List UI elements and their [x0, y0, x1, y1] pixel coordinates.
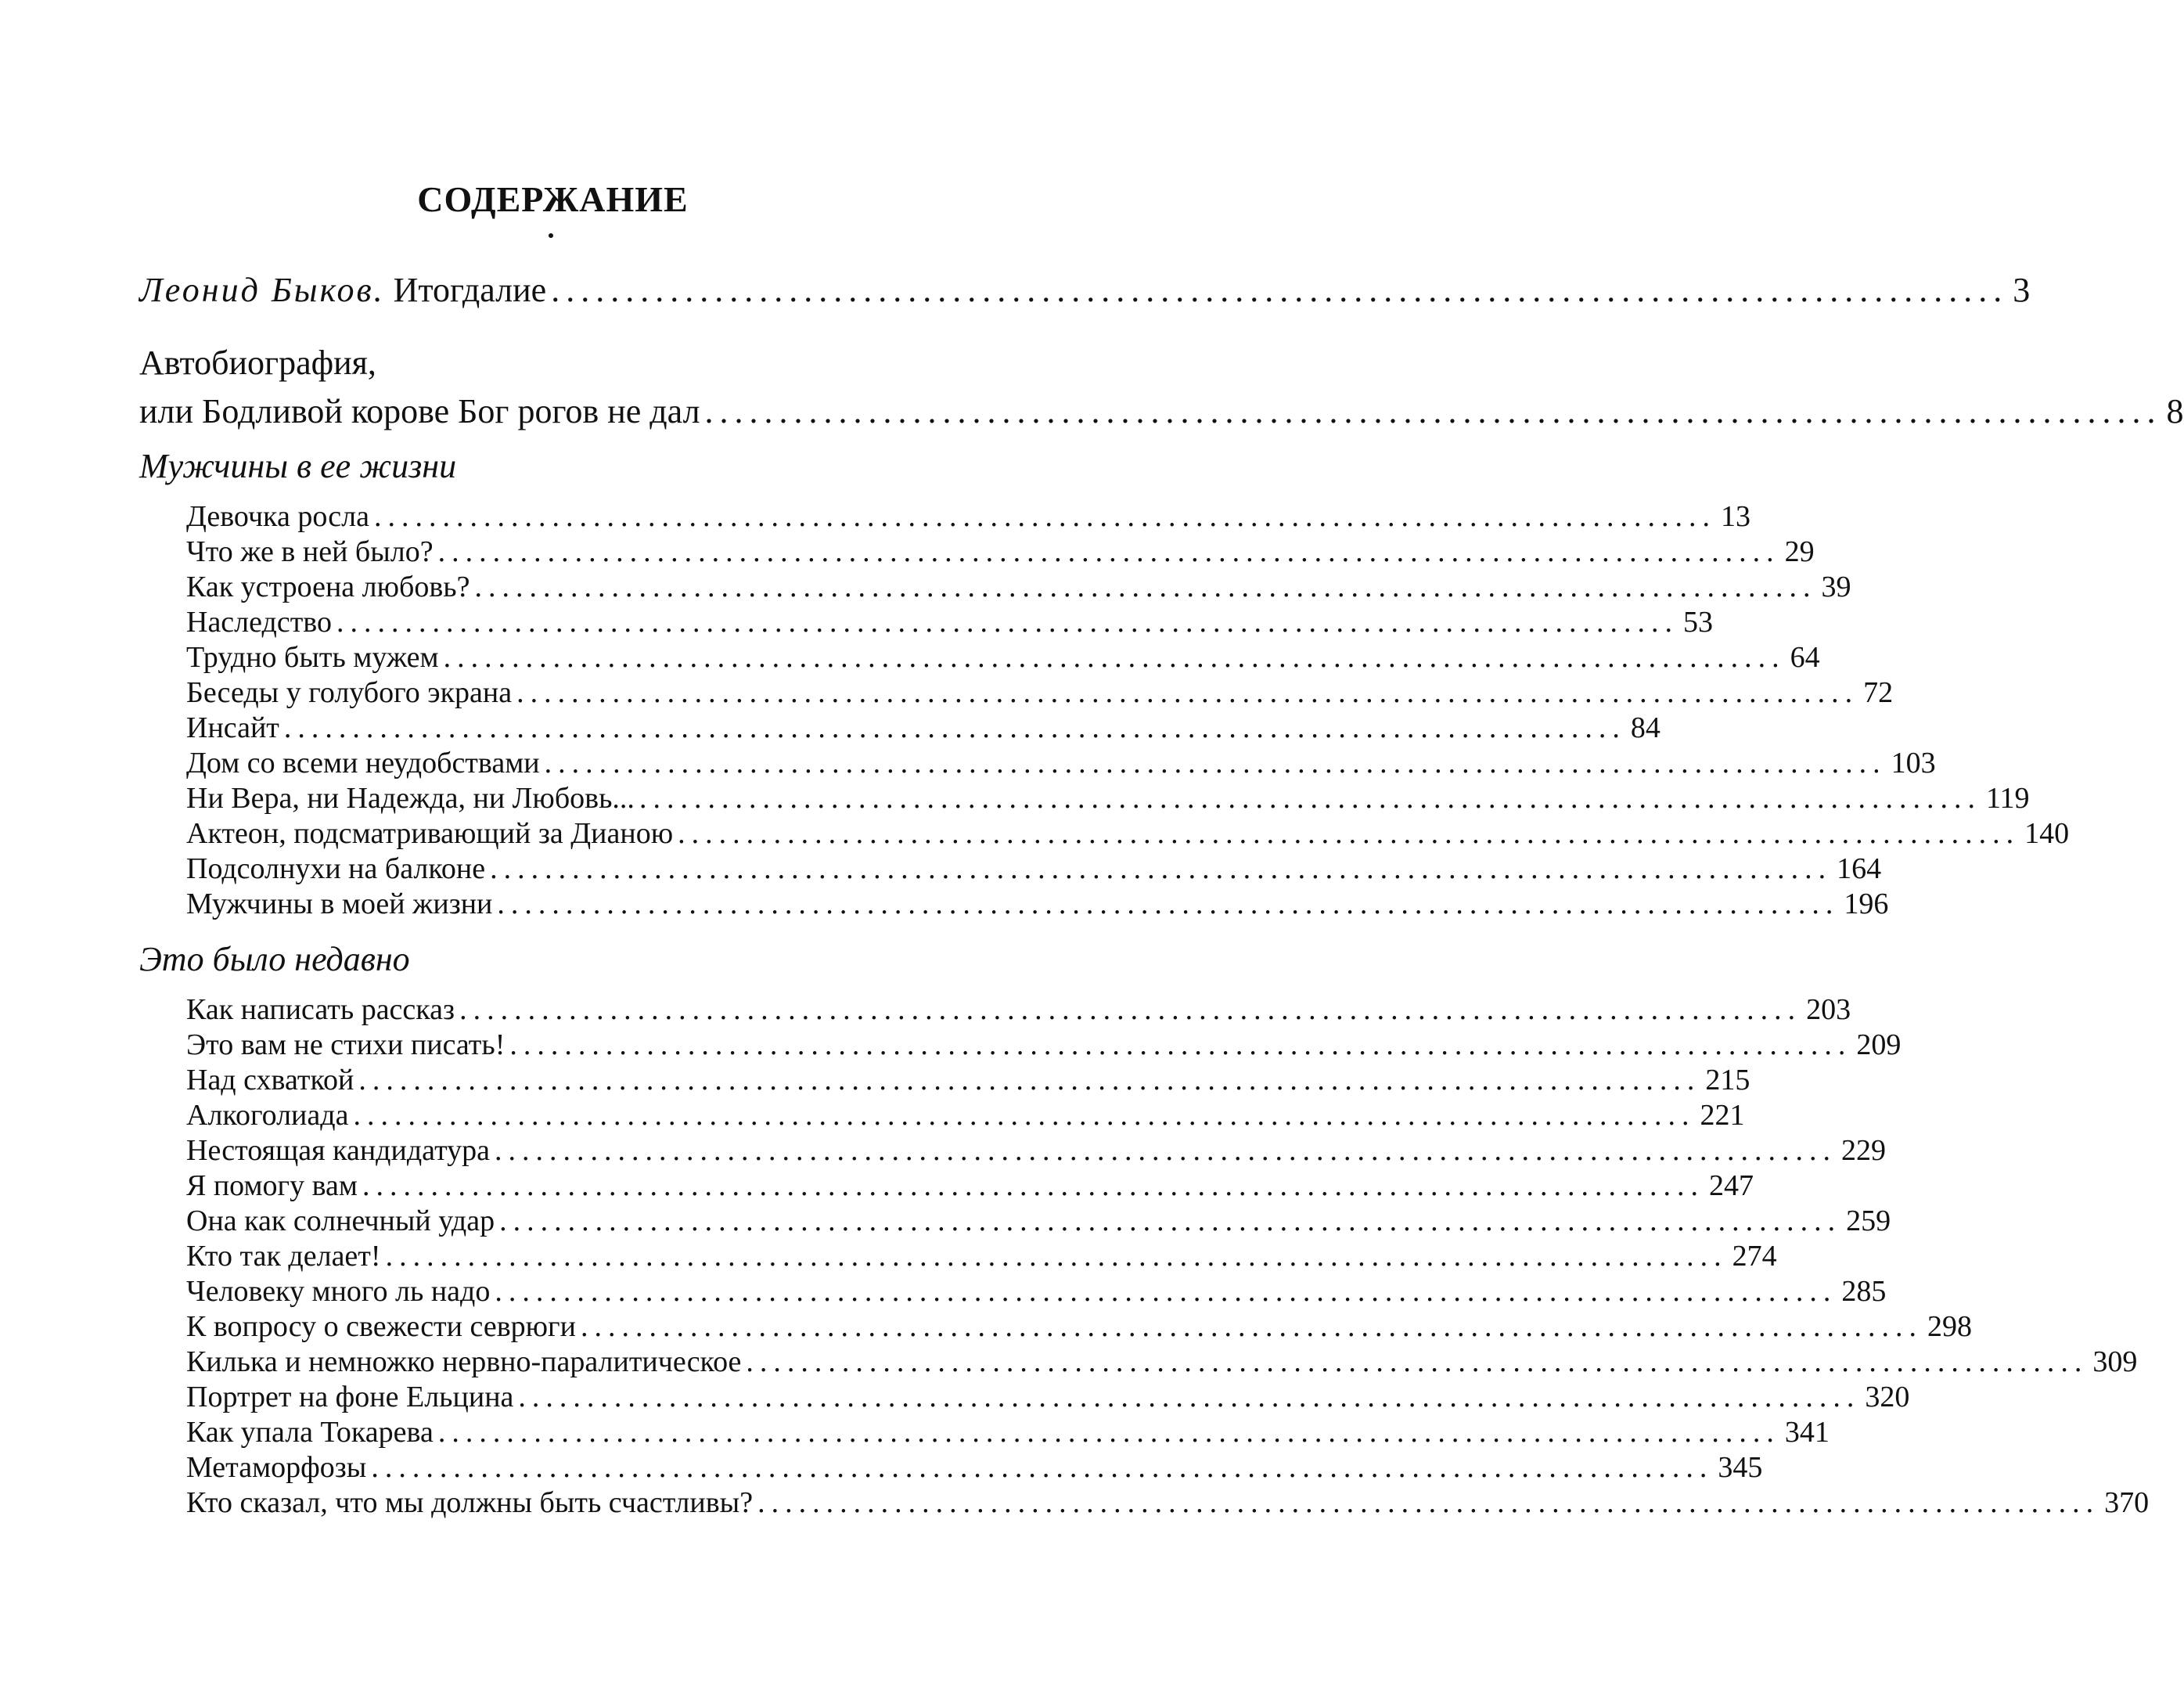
- entry-title: Портрет на фоне Ельцина: [186, 1381, 514, 1413]
- dot-leader: ..................................................................................................: [358, 1064, 1701, 1096]
- entry-title: Это вам не стихи писать!: [186, 1028, 506, 1061]
- toc-entry[interactable]: [186, 852, 1882, 886]
- toc-entry[interactable]: [186, 570, 1851, 604]
- dot-leader: ..................................................................................................: [385, 1240, 1728, 1273]
- dot-leader: ..................................................................................................: [497, 888, 1840, 920]
- dot-leader: ..................................................................................................: [437, 535, 1780, 568]
- entry-title: Килька и немножко нервно-паралитическое: [186, 1345, 742, 1378]
- page-number: 259: [1846, 1204, 1891, 1237]
- entry-title: Алкоголиада: [186, 1099, 349, 1132]
- section-heading-men: Мужчины в ее жизни: [139, 447, 457, 485]
- entry-title: Актеон, подсматривающий за Дианою: [186, 817, 674, 850]
- dot-leader: ..................................................................................................: [495, 1134, 1837, 1167]
- entry-title: Девочка росла: [186, 500, 369, 533]
- page-number: 341: [1784, 1416, 1830, 1449]
- toc-entry[interactable]: [186, 1309, 1972, 1344]
- dot-leader: ..................................................................................................: [544, 747, 1887, 780]
- entry-title: Кто так делает!: [186, 1240, 381, 1273]
- page-number: 215: [1705, 1064, 1750, 1096]
- page-number: 13: [1720, 500, 1750, 533]
- section-heading-recent: Это было недавно: [139, 940, 410, 978]
- toc-entry[interactable]: [186, 992, 1851, 1027]
- dot-leader: ..................................................................................................: [757, 1486, 2100, 1519]
- entry-title: Наследство: [186, 606, 332, 639]
- page-title: СОДЕРЖАНИЕ: [417, 179, 689, 219]
- page-number: 39: [1821, 571, 1851, 603]
- toc-entry[interactable]: [186, 1063, 1750, 1097]
- autobiography-line-1: Автобиография,: [139, 344, 376, 382]
- page-number: 196: [1844, 888, 1889, 920]
- toc-entry[interactable]: [186, 1239, 1777, 1273]
- dot-leader: ..................................................................................................: [704, 392, 2162, 430]
- toc-entry[interactable]: [186, 1098, 1745, 1132]
- page-number: 8: [2166, 392, 2184, 430]
- toc-entry[interactable]: [186, 499, 1750, 534]
- toc-entry[interactable]: [186, 1485, 2150, 1520]
- page-number: 345: [1718, 1451, 1763, 1484]
- dot-leader: ..................................................................................................: [551, 271, 2009, 309]
- toc-entry[interactable]: [186, 781, 2030, 816]
- page-number: 53: [1683, 606, 1713, 639]
- dot-leader: ..................................................................................................: [490, 852, 1833, 885]
- entry-title: Человеку много ль надо: [186, 1275, 491, 1308]
- toc-entry[interactable]: [186, 675, 1894, 710]
- entry-title: Трудно быть мужем: [186, 641, 439, 674]
- page-number: 309: [2092, 1345, 2138, 1378]
- dot-leader: ..................................................................................................: [336, 606, 1678, 639]
- dot-leader: ..................................................................................................: [516, 676, 1859, 709]
- entry-title: Она как солнечный удар: [186, 1204, 495, 1237]
- dot-leader: ..................................................................................................: [499, 1204, 1842, 1237]
- page-number: 370: [2104, 1486, 2150, 1519]
- toc-entry[interactable]: [186, 1450, 1763, 1485]
- page-number: 29: [1784, 535, 1815, 568]
- entry-title: или Бодливой корове Бог рогов не дал: [139, 392, 700, 430]
- entry-title: Что же в ней было?: [186, 535, 434, 568]
- toc-entry[interactable]: [186, 1168, 1754, 1203]
- page-number: 84: [1630, 711, 1660, 744]
- toc-entry[interactable]: [186, 640, 1820, 675]
- page-number: 209: [1856, 1028, 1902, 1061]
- dot-leader: ..................................................................................................: [362, 1169, 1704, 1202]
- entry-title: Над схваткой: [186, 1064, 354, 1096]
- dot-leader: ..................................................................................................: [474, 571, 1817, 603]
- toc-entry[interactable]: [186, 746, 1936, 780]
- entry-title: Инсайт: [186, 711, 279, 744]
- title-ornament-dot: [549, 233, 553, 238]
- entry-title: Мужчины в моей жизни: [186, 888, 493, 920]
- page-number: 229: [1841, 1134, 1887, 1167]
- toc-entry[interactable]: [186, 1133, 1887, 1168]
- dot-leader: ..................................................................................................: [283, 711, 1626, 744]
- toc-entry[interactable]: [186, 1415, 1830, 1449]
- toc-entry-label: [139, 270, 546, 310]
- entry-title: Ни Вера, ни Надежда, ни Любовь...: [186, 782, 635, 815]
- toc-entry[interactable]: [186, 816, 2070, 851]
- dot-leader: ..................................................................................................: [459, 993, 1802, 1026]
- dot-leader: ..................................................................................................: [443, 641, 1786, 674]
- page-number: 320: [1865, 1381, 1910, 1413]
- entry-title: Нестоящая кандидатура: [186, 1134, 491, 1167]
- entry-title: Дом со всеми неудобствами: [186, 747, 540, 780]
- toc-entry[interactable]: [186, 711, 1660, 745]
- page-number: 274: [1732, 1240, 1777, 1273]
- toc-entry[interactable]: [186, 605, 1713, 639]
- toc-entry[interactable]: [186, 1204, 1891, 1238]
- dot-leader: ..................................................................................................: [580, 1310, 1923, 1343]
- page-number: 203: [1806, 993, 1851, 1026]
- toc-entry[interactable]: [186, 1028, 1902, 1062]
- entry-title: Кто сказал, что мы должны быть счастливы?: [186, 1486, 754, 1519]
- entry-title: Как написать рассказ: [186, 993, 455, 1026]
- entry-title: Беседы у голубого экрана: [186, 676, 513, 709]
- page-number: 64: [1790, 641, 1820, 674]
- dot-leader: ..................................................................................................: [371, 1451, 1714, 1484]
- toc-entry[interactable]: [186, 887, 1889, 921]
- entry-title: Как упала Токарева: [186, 1416, 434, 1449]
- entry-title: Я помогу вам: [186, 1169, 358, 1202]
- toc-entry[interactable]: [186, 1345, 2138, 1379]
- page-number: 140: [2024, 817, 2070, 850]
- dot-leader: ..................................................................................................: [509, 1028, 1852, 1061]
- dot-leader: ..................................................................................................: [437, 1416, 1780, 1449]
- dot-leader: ..................................................................................................: [353, 1099, 1696, 1132]
- page-number: 103: [1891, 747, 1936, 780]
- dot-leader: ..................................................................................................: [678, 817, 2020, 850]
- toc-entry[interactable]: [186, 1380, 1910, 1414]
- entry-title: К вопросу о свежести севрюги: [186, 1310, 576, 1343]
- dot-leader: ..................................................................................................: [746, 1345, 2089, 1378]
- page-number: 221: [1700, 1099, 1745, 1132]
- dot-leader: ..................................................................................................: [373, 500, 1716, 533]
- page-number: 247: [1708, 1169, 1754, 1202]
- toc-entry-intro[interactable]: [139, 270, 2031, 310]
- page-number: 72: [1863, 676, 1894, 709]
- page-number: 3: [2013, 271, 2031, 309]
- page-number: 285: [1841, 1275, 1887, 1308]
- dot-leader: ..................................................................................................: [495, 1275, 1837, 1308]
- entry-title: Подсолнухи на балконе: [186, 852, 486, 885]
- entry-title: Итогдалие: [393, 271, 547, 309]
- entry-title: Как устроена любовь?: [186, 571, 470, 603]
- page-number: 298: [1927, 1310, 1972, 1343]
- page-number: 119: [1985, 782, 2030, 815]
- entry-author: Леонид Быков.: [139, 271, 385, 309]
- toc-entry-autobiography[interactable]: [139, 391, 2184, 431]
- toc-entry[interactable]: [186, 1274, 1887, 1309]
- toc-entry[interactable]: [186, 535, 1815, 569]
- dot-leader: ..................................................................................................: [518, 1381, 1861, 1413]
- page-number: 164: [1837, 852, 1882, 885]
- entry-title: Метаморфозы: [186, 1451, 367, 1484]
- dot-leader: ..................................................................................................: [639, 782, 1981, 815]
